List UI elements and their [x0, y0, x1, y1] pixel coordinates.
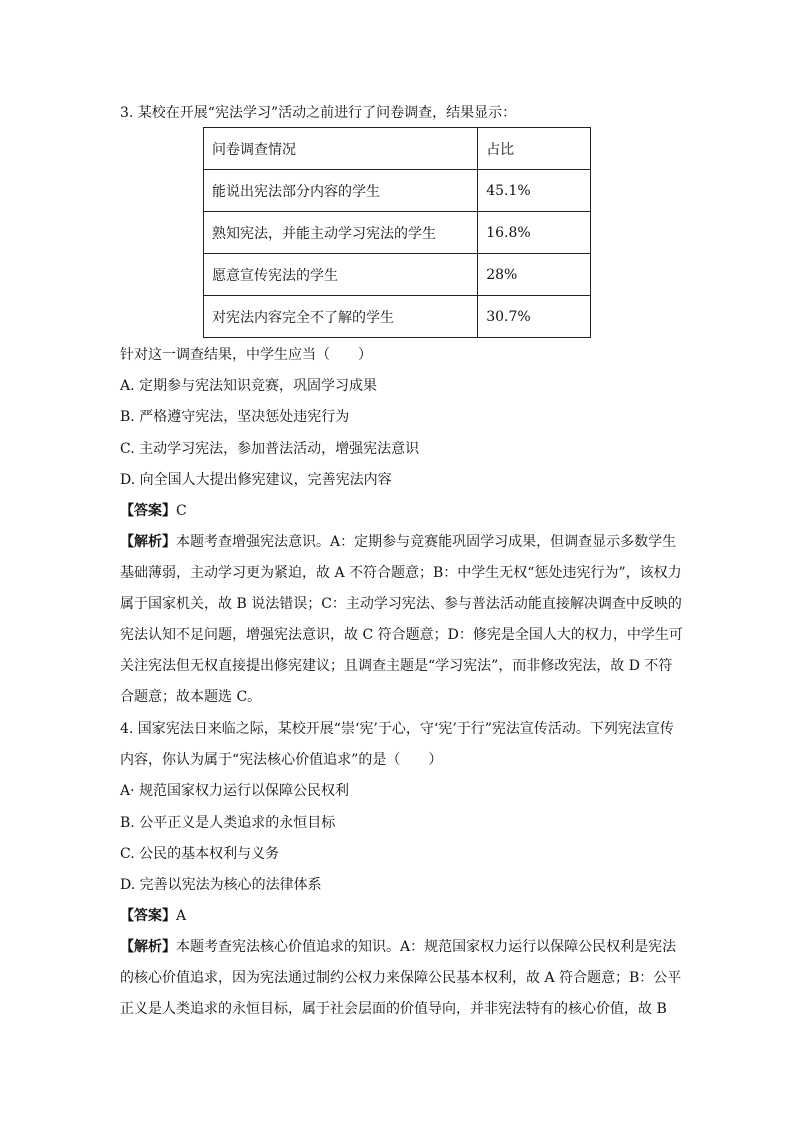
q3-analysis-line: 属于国家机关，故 B 说法错误；C：主动学习宪法、参与普法活动能直接解决调查中反映的	[120, 596, 682, 612]
table-row	[204, 212, 591, 254]
table-cell: 对宪法内容完全不了解的学生	[204, 296, 478, 338]
q3-analysis-line: 关注宪法但无权直接提出修宪建议；且调查主题是“学习宪法”，而非修改宪法，故 D 不符	[120, 658, 673, 674]
q3-option-b: B. 严格遵守宪法，坚决惩处违宪行为	[120, 409, 350, 425]
q4-analysis-line: 正义是人类追求的永恒目标，属于社会层面的价值导向，并非宪法特有的核心价值，故 B	[120, 1001, 667, 1017]
table-cell: 熟知宪法，并能主动学习宪法的学生	[204, 212, 478, 254]
q4-option-c: C. 公民的基本权利与义务	[120, 846, 280, 862]
q3-analysis-line: 合题意；故本题选 C。	[120, 689, 262, 705]
q3-analysis-line	[120, 532, 676, 552]
answer-label: 【答案】	[120, 908, 176, 924]
table-header-cell: 问卷调查情况	[204, 128, 478, 170]
q4-option-b: B. 公平正义是人类追求的永恒目标	[120, 815, 336, 831]
table-cell: 能说出宪法部分内容的学生	[204, 170, 478, 212]
table-cell: 愿意宣传宪法的学生	[204, 254, 478, 296]
table-cell: 28%	[478, 254, 591, 296]
analysis-text: 本题考查增强宪法意识。A：定期参与竞赛能巩固学习成果，但调查显示多数学生	[176, 534, 677, 550]
q3-stem: 3. 某校在开展“宪法学习”活动之前进行了问卷调查，结果显示：	[120, 105, 517, 121]
table-cell: 45.1%	[478, 170, 591, 212]
table-row	[204, 296, 591, 338]
survey-table	[203, 127, 591, 338]
table-header-row	[204, 128, 591, 170]
q4-option-a: A· 规范国家权力运行以保障公民权利	[120, 783, 350, 799]
q3-answer	[120, 501, 187, 521]
q3-option-c: C. 主动学习宪法，参加普法活动，增强宪法意识	[120, 441, 420, 457]
q3-analysis-line: 基础薄弱，主动学习更为紧迫，故 A 不符合题意；B：中学生无权“惩处违宪行为”，该权力	[120, 565, 682, 581]
q4-analysis-line: 的核心价值追求，因为宪法通过制约公权力来保障公民基本权利，故 A 符合题意；B：公平	[120, 970, 682, 986]
table-cell: 16.8%	[478, 212, 591, 254]
analysis-label: 【解析】	[120, 534, 176, 550]
q4-answer	[120, 906, 186, 926]
q4-stem-line: 内容，你认为属于“宪法核心价值追求”的是（ ）	[120, 752, 443, 768]
table-header-cell: 占比	[478, 128, 591, 170]
q3-question: 针对这一调查结果，中学生应当（ ）	[120, 347, 372, 363]
q4-option-d: D. 完善以宪法为核心的法律体系	[120, 877, 322, 893]
table-row	[204, 170, 591, 212]
q3-analysis-line: 宪法认知不足问题，增强宪法意识，故 C 符合题意；D：修宪是全国人大的权力，中学生可	[120, 627, 683, 643]
analysis-label: 【解析】	[120, 939, 176, 955]
table-cell: 30.7%	[478, 296, 591, 338]
answer-value: A	[176, 908, 187, 924]
q3-option-a: A. 定期参与宪法知识竞赛，巩固学习成果	[120, 378, 378, 394]
q4-stem-line: 4. 国家宪法日来临之际，某校开展“崇‘宪’于心，守‘宪’于行”宪法宣传活动。下列宪法宣传	[120, 721, 674, 737]
q3-option-d: D. 向全国人大提出修宪建议，完善宪法内容	[120, 472, 392, 488]
answer-value: C	[176, 503, 187, 519]
answer-label: 【答案】	[120, 503, 176, 519]
table-row	[204, 254, 591, 296]
q4-analysis-line	[120, 937, 676, 957]
analysis-text: 本题考查宪法核心价值追求的知识。A：规范国家权力运行以保障公民权利是宪法	[176, 939, 677, 955]
